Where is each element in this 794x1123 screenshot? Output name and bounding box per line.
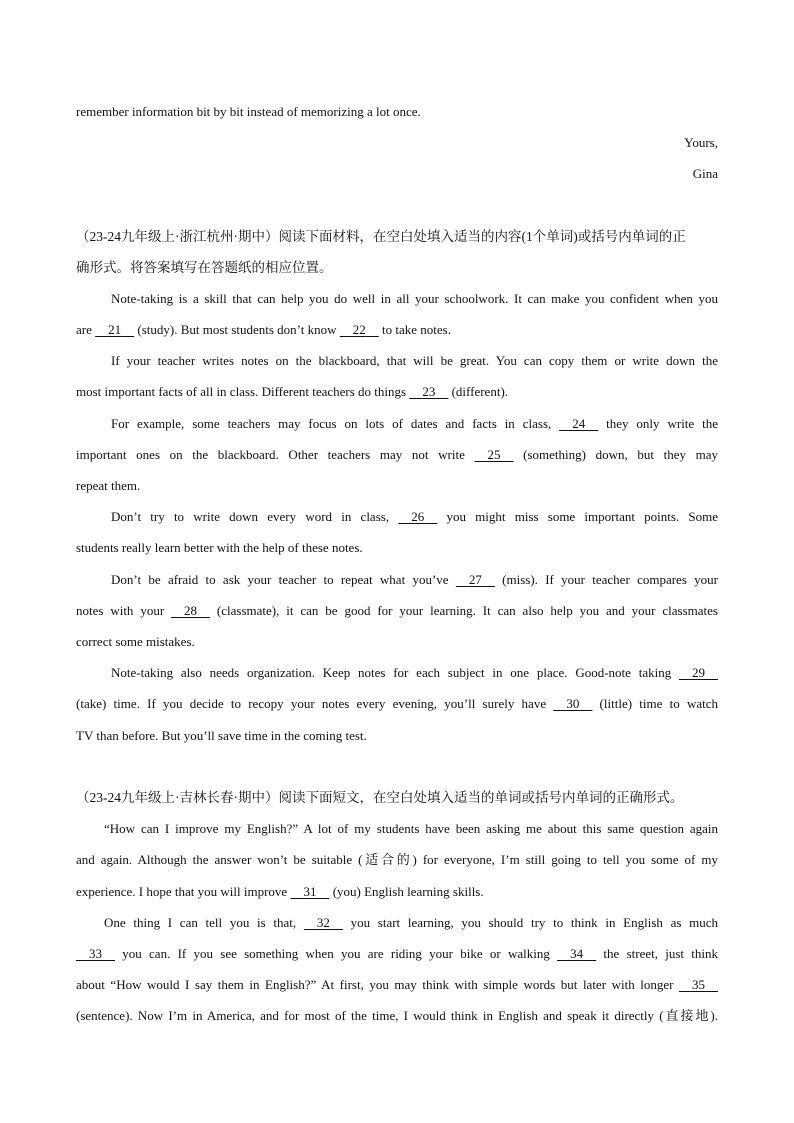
paragraph-line bbox=[104, 913, 718, 933]
text: you might miss some important points. Some bbox=[437, 509, 718, 524]
answer-blank-31[interactable]: 31 bbox=[303, 884, 317, 899]
text: about “How would I say them in English?” At first, you may think with simple words but later with longer bbox=[76, 977, 679, 992]
text: (little) time to watch bbox=[592, 696, 718, 711]
answer-blank-35[interactable]: 35 bbox=[692, 977, 705, 992]
answer-blank-24[interactable]: 24 bbox=[572, 416, 586, 431]
section-header-cont: 确形式。将答案填写在答题纸的相应位置。 bbox=[76, 260, 333, 275]
section-header: （23-24九年级上·吉林长春·期中）阅读下面短文，在空白处填入适当的单词或括号内单词的正确形式。 bbox=[76, 790, 684, 805]
paragraph-line: students really learn better with the help of these notes. bbox=[76, 540, 363, 555]
paragraph-line: and again. Although the answer won’t be suitable (适合的) for everyone, I’m still going to tell you some of my bbox=[76, 852, 718, 867]
answer-blank-25[interactable]: 25 bbox=[487, 447, 501, 462]
text: (you) English learning skills. bbox=[329, 884, 484, 899]
paragraph-line bbox=[76, 320, 718, 340]
letter-closing: Yours, bbox=[684, 135, 718, 150]
text-line: remember information bit by bit instead of memorizing a lot once. bbox=[76, 104, 421, 119]
text: experience. I hope that you will improve bbox=[76, 884, 291, 899]
text: Note-taking also needs organization. Keep notes for each subject in one place. Good-note taking bbox=[111, 665, 679, 680]
answer-blank-23[interactable]: 23 bbox=[422, 384, 436, 399]
text: (study). But most students don’t know bbox=[134, 322, 340, 337]
answer-blank-29[interactable]: 29 bbox=[692, 665, 705, 680]
answer-blank-34[interactable]: 34 bbox=[570, 946, 584, 961]
paragraph-line: repeat them. bbox=[76, 478, 141, 493]
paragraph-line: Note-taking is a skill that can help you do well in all your schoolwork. It can make you confident when you bbox=[111, 291, 718, 306]
paragraph-line: If your teacher writes notes on the blackboard, that will be great. You can copy them or write down the bbox=[111, 353, 718, 368]
paragraph-line bbox=[76, 382, 718, 402]
text: Don’t be afraid to ask your teacher to repeat what you’ve bbox=[111, 572, 456, 587]
paragraph-line bbox=[111, 570, 718, 590]
text: they only write the bbox=[598, 416, 718, 431]
paragraph-line: TV than before. But you’ll save time in the coming test. bbox=[76, 728, 367, 743]
text: (different). bbox=[448, 384, 509, 399]
answer-blank-33[interactable]: 33 bbox=[89, 946, 102, 961]
text: (something) down, but they may bbox=[513, 447, 718, 462]
text: notes with your bbox=[76, 603, 172, 618]
answer-blank-28[interactable]: 28 bbox=[184, 603, 198, 618]
paragraph-line: correct some mistakes. bbox=[76, 634, 195, 649]
answer-blank-22[interactable]: 22 bbox=[352, 322, 366, 337]
answer-blank-30[interactable]: 30 bbox=[566, 696, 580, 711]
text: you can. If you see something when you are riding your bike or walking bbox=[115, 946, 558, 961]
text: important ones on the blackboard. Other teachers may not write bbox=[76, 447, 475, 462]
paragraph-line bbox=[76, 601, 718, 621]
paragraph-line bbox=[76, 882, 718, 902]
text: (take) time. If you decide to recopy your notes every evening, you’ll surely have bbox=[76, 696, 554, 711]
text: most important facts of all in class. Different teachers do things bbox=[76, 384, 410, 399]
paragraph-line bbox=[111, 507, 718, 527]
text: (classmate), it can be good for your learning. It can also help you and your classmates bbox=[210, 603, 718, 618]
paragraph-line: (sentence). Now I’m in America, and for most of the time, I would think in English and speak it directly (直接地). bbox=[76, 1008, 718, 1023]
paragraph-line bbox=[111, 663, 718, 683]
text: are bbox=[76, 322, 96, 337]
text: Don’t try to write down every word in class, bbox=[111, 509, 399, 524]
paragraph-line bbox=[111, 414, 718, 434]
letter-signature: Gina bbox=[692, 166, 718, 181]
answer-blank-27[interactable]: 27 bbox=[468, 572, 482, 587]
text: For example, some teachers may focus on lots of dates and facts in class, bbox=[111, 416, 560, 431]
text: (miss). If your teacher compares your bbox=[494, 572, 718, 587]
paragraph-line bbox=[76, 694, 718, 714]
paragraph-line bbox=[76, 944, 718, 964]
section-header: （23-24九年级上·浙江杭州·期中）阅读下面材料，在空白处填入适当的内容(1个单词)或括号内单词的正 bbox=[76, 229, 686, 244]
paragraph-line: “How can I improve my English?” A lot of my students have been asking me about this same question again bbox=[104, 821, 718, 836]
answer-blank-32[interactable]: 32 bbox=[316, 915, 330, 930]
text: you start learning, you should try to think in English as much bbox=[342, 915, 718, 930]
paragraph-line bbox=[76, 975, 718, 995]
answer-blank-21[interactable]: 21 bbox=[108, 322, 122, 337]
text: One thing I can tell you is that, bbox=[104, 915, 304, 930]
text: the street, just think bbox=[596, 946, 718, 961]
text: to take notes. bbox=[378, 322, 451, 337]
paragraph-line bbox=[76, 445, 718, 465]
answer-blank-26[interactable]: 26 bbox=[411, 509, 425, 524]
